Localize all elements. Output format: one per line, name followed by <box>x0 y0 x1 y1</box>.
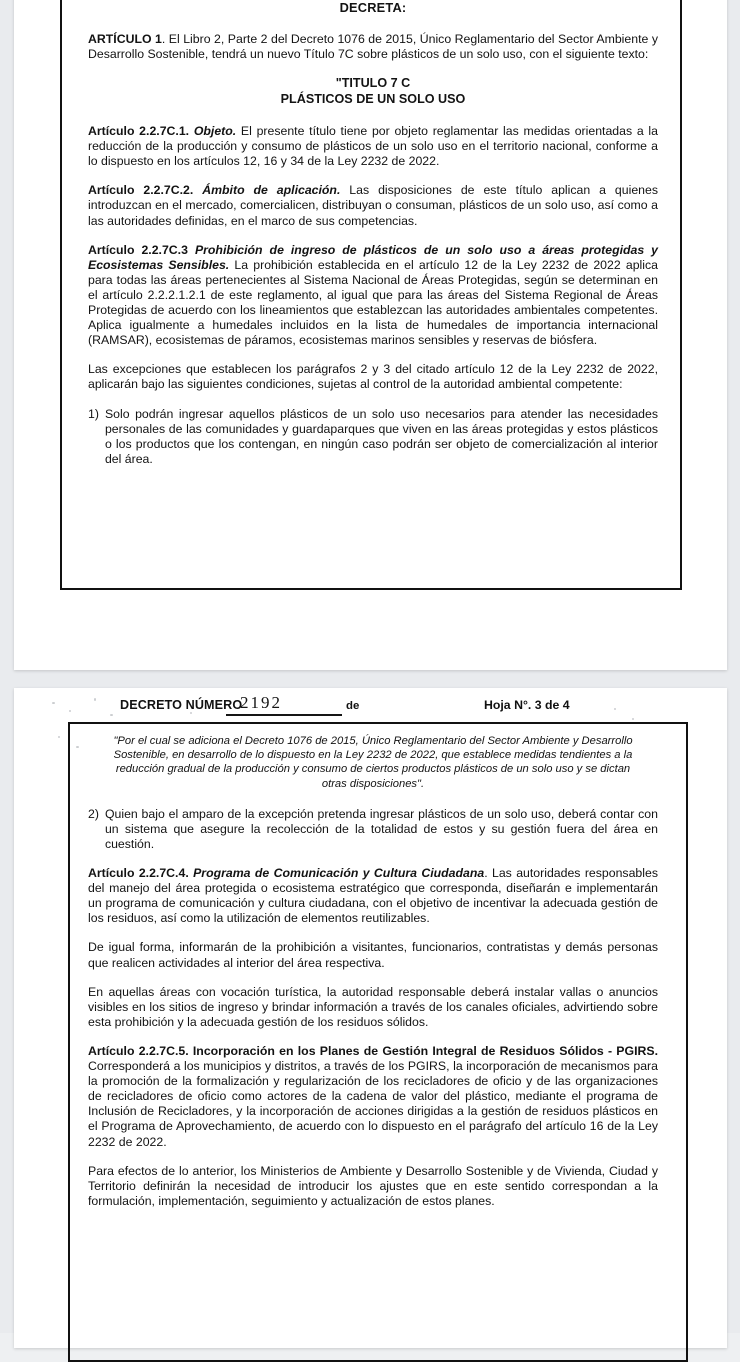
paragraph-ministerios: Para efectos de lo anterior, los Ministerios de Ambiente y Desarrollo Sostenible y de Vivienda, Ciudad y Territorio definirán la necesidad de introducir los ajustes que en este sentido correspondan a la formulación, implementación, seguimiento y actualización de estos planes. <box>88 1163 658 1208</box>
scanned-page-2 <box>14 688 727 1348</box>
article-2272-paragraph <box>88 183 658 228</box>
list-item-1-marker: 1) <box>88 406 99 421</box>
exceptions-intro-paragraph: Las excepciones que establecen los parágrafos 2 y 3 del citado artículo 12 de la Ley 2232 de 2022, aplicarán bajo las siguientes condiciones, sujetas al control de la autoridad ambiental competente: <box>88 362 658 392</box>
sheet-number-label: Hoja N°. 3 de 4 <box>484 698 570 712</box>
list-item-2-marker: 2) <box>88 806 99 821</box>
paragraph-informar: De igual forma, informarán de la prohibición a visitantes, funcionarios, contratistas y demás personas que realicen actividades al interior del área respectiva. <box>88 940 658 970</box>
decreta-heading: DECRETA: <box>339 0 407 15</box>
decree-header <box>14 688 727 722</box>
article-1-text: . El Libro 2, Parte 2 del Decreto 1076 de 2015, Único Reglamentario del Sector Ambiente y Desarrollo Sostenible, tendrá un nuevo Título 7C sobre plásticos de un solo uso, con el siguiente texto: <box>88 32 658 62</box>
article-1-lead: ARTÍCULO 1 <box>88 32 162 47</box>
article-2273-paragraph <box>88 243 658 349</box>
article-2274-text: . Las autoridades responsables del manejo del área protegida o ecosistema estratégico que corresponda, diseñarán e implementarán un programa de comunicación y cultura ciudadana, con el objetivo de incentivar la adecuada gestión de los residuos, así como la utilización de elementos reutilizables. <box>88 866 658 926</box>
article-2273-number: Artículo 2.2.7C.3 <box>88 242 188 257</box>
decree-number-label: DECRETO NÚMERO <box>120 698 243 712</box>
scanned-page-1 <box>14 0 727 670</box>
page-1-text-column <box>88 0 658 481</box>
decree-number-underline <box>226 714 342 716</box>
article-2271-number: Artículo 2.2.7C.1. <box>88 124 190 139</box>
title-7c-line-2: PLÁSTICOS DE UN SOLO USO <box>280 91 466 106</box>
article-2274-paragraph <box>88 866 658 926</box>
list-item-1 <box>88 407 658 467</box>
article-2271-rubric: Objeto. <box>193 124 237 139</box>
title-7c-block <box>88 76 658 107</box>
article-2275-text: Corresponderá a los municipios y distritos, a través de los PGIRS, la incorporación de mecanismos para la promoción de la formalización y regularización de los recicladores de oficio y de las organizaciones de recicladores de oficio como actores de la cadena de valor del plástico, mediante el programa de Inclusión de Recicladores, y la incorporación de acciones dirigidas a la gestión de residuos plásticos en el Programa de Aprovechamiento, de acuerdo con lo dispuesto en el parágrafo del artículo 16 de la Ley 2232 de 2022. <box>88 1059 658 1149</box>
decree-de-word: de <box>346 700 360 712</box>
article-2275-paragraph <box>88 1044 658 1150</box>
page-2-text-column <box>88 734 658 1209</box>
paragraph-turistica: En aquellas áreas con vocación turística, la autoridad responsable deberá instalar vallas o anuncios visibles en los sitios de ingreso y brindar información a través de los canales oficiales, advirtiendo sobre esta prohibición y la adecuada gestión de los residuos sólidos. <box>88 984 658 1029</box>
article-2275-rubric: Incorporación en los Planes de Gestión Integral de Residuos Sólidos - PGIRS. <box>192 1043 658 1058</box>
article-2272-text: Las disposiciones de este título aplican a quienes introduzcan en el mercado, comercialicen, distribuyan o consuman, plásticos de un solo uso, así como a las autoridades definidas, en el marco de sus competencias. <box>88 183 658 228</box>
article-2275-number: Artículo 2.2.7C.5. <box>88 1043 189 1058</box>
list-item-2-text: Quien bajo el amparo de la excepción pretenda ingresar plásticos de un solo uso, deberá contar con un sistema que asegure la recolección de la totalidad de estos y su gestión fuera del área en cuestión. <box>104 806 658 851</box>
article-2272-number: Artículo 2.2.7C.2. <box>88 183 194 198</box>
article-2274-rubric: Programa de Comunicación y Cultura Ciudadana <box>193 866 485 881</box>
article-2272-rubric: Ámbito de aplicación. <box>202 183 341 198</box>
list-item-2 <box>88 807 658 852</box>
article-2273-text: La prohibición establecida en el artículo 12 de la Ley 2232 de 2022 aplica para todas las áreas pertenecientes al Sistema Nacional de Áreas Protegidas, según se determinan en el artículo 2.2.2.1.2.1 de este reglamento, al igual que para las áreas del Sistema Regional de Áreas Protegidas de acuerdo con los lineamientos que establezcan las autoridades ambientales competentes. Aplica igualmente a humedales incluidos en la lista de humedales de importancia internacional (RAMSAR), ecosistemas de páramos, ecosistemas marinos sensibles y reservas de biósfera. <box>88 257 658 348</box>
article-2274-number: Artículo 2.2.7C.4. <box>88 866 189 881</box>
decree-epigraph: "Por el cual se adiciona el Decreto 1076 de 2015, Único Reglamentario del Sector Ambiente y Desarrollo Sostenible, en desarrollo de lo dispuesto en la Ley 2232 de 2022, que establece medidas tendientes a la reducción gradual de la producción y consumo de ciertos productos plásticos de un solo uso y se dictan otras disposiciones". <box>113 735 633 790</box>
article-1-paragraph <box>88 32 658 62</box>
article-2271-paragraph <box>88 124 658 169</box>
article-2271-text: El presente título tiene por objeto reglamentar las medidas orientadas a la reducción de la producción y consumo de plásticos de un solo uso en el territorio nacional, conforme a lo dispuesto en los artículos 12, 16 y 34 de la Ley 2232 de 2022. <box>88 124 658 169</box>
list-item-1-text: Solo podrán ingresar aquellos plásticos de un solo uso necesarios para atender las necesidades personales de las comunidades y guardaparques que viven en las áreas protegidas y estos plásticos o los productos que los contengan, en ningún caso podrán ser objeto de comercialización al interior del área. <box>104 406 658 466</box>
decree-number-value: 2192 <box>240 693 282 712</box>
scan-speck <box>58 736 60 738</box>
article-2273-rubric: Prohibición de ingreso de plásticos de un solo uso a áreas protegidas y Ecosistemas Sensibles. <box>88 242 659 272</box>
title-7c-line-1: "TITULO 7 C <box>335 76 411 91</box>
